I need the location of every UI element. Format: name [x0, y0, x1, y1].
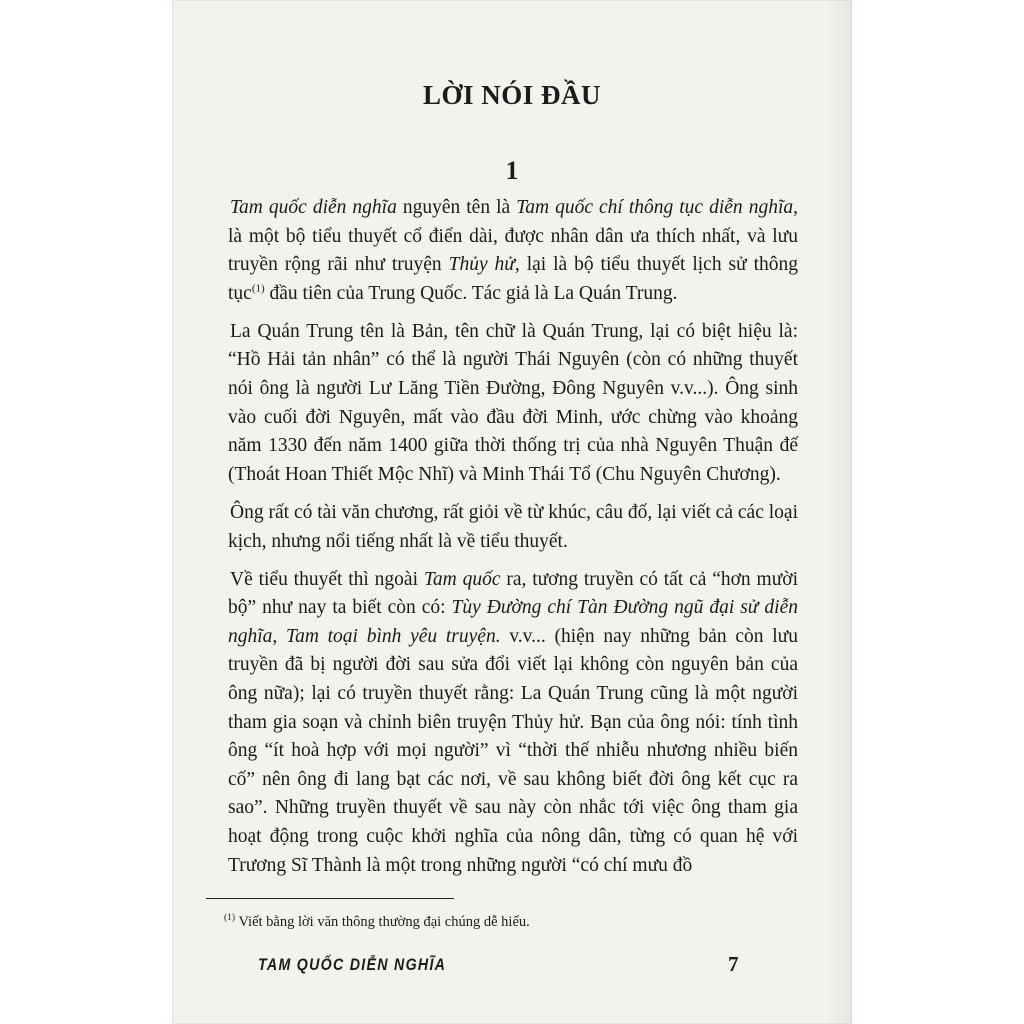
section-number: 1	[505, 156, 519, 185]
footnote-ref: (1)	[251, 282, 265, 295]
body-text	[228, 194, 798, 890]
italic-text: Tam quốc chí thông tục diễn nghĩa	[516, 197, 794, 218]
italic-text: Thủy hử	[448, 254, 515, 276]
footnote-marker: (1)	[224, 913, 236, 924]
text-run: Về tiểu thuyết thì ngoài	[230, 568, 424, 590]
page-number: 7	[728, 952, 739, 976]
paragraph	[228, 566, 798, 881]
paragraph	[228, 194, 798, 308]
text-run: nguyên tên là	[396, 197, 517, 218]
text-run: , lại là bộ tiểu thuyết lịch sử thông tục	[228, 254, 798, 304]
running-title: TAM QUỐC DIỄN NGHĨA	[258, 956, 447, 974]
footnote-text: Viết bằng lời văn thông thường đại chúng dễ hiểu.	[235, 914, 530, 930]
text-run: v.v... (hiện nay những bản còn lưu truyền đã bị người đời sau sửa đổi viết lại không còn nguyên bản của ông nữa); lại có truyền thuyết rằng: La Quán Trung cũng là một người tham gia soạn và chỉnh biên truyện Thủy hử. Bạn của ông nói: tính tình ông “ít hoà hợp với mọi người” vì “thời thế nhiễu nhương nhiều biến cố” nên ông đi lang bạt các nơi, về sau không biết đời ông kết cục ra sao”. Những truyền thuyết về sau này còn nhắc tới việc ông tham gia hoạt động trong cuộc khởi nghĩa của nông dân, từng có quan hệ với Trương Sĩ Thành là một trong những người “có chí mưu đồ	[228, 625, 799, 876]
italic-text: Tùy Đường chí Tàn Đường ngũ đại sử diễn nghĩa, Tam toại bình yêu truyện.	[228, 597, 798, 647]
footnote-divider	[206, 898, 454, 899]
text-run: ra, tương truyền có tất cả “hơn mười bộ” như nay ta biết còn có:	[228, 568, 798, 619]
footnote	[224, 914, 530, 931]
book-page	[172, 0, 852, 1024]
text-run: đầu tiên của Trung Quốc. Tác giả là La Quán Trung.	[264, 282, 678, 304]
text-run: La Quán Trung tên là Bản, tên chữ là Quán Trung, lại có biệt hiệu là: “Hồ Hải tản nhân” có thể là người Thái Nguyên (còn có những thuyết nói ông là người Lư Lăng Tiền Đường, Đông Nguyên v.v...). Ông sinh vào cuối đời Nguyên, mất vào đầu đời Minh, ước chừng vào khoảng năm 1330 đến năm 1400 giữa thời thống trị của nhà Nguyên Thuận đế (Thoát Hoan Thiết Mộc Nhĩ) và Minh Thái Tổ (Chu Nguyên Chương).	[228, 320, 798, 485]
chapter-title: LỜI NÓI ĐẦU	[422, 80, 602, 110]
italic-text: Tam quốc	[423, 568, 501, 590]
paragraph	[228, 318, 798, 490]
paragraph	[228, 499, 798, 556]
italic-text: Tam quốc diễn nghĩa	[230, 197, 397, 218]
text-run: , là một bộ tiểu thuyết cổ điển dài, được nhân dân ưa thích nhất, và lưu truyền rộng rãi như truyện	[228, 197, 798, 276]
text-run: Ông rất có tài văn chương, rất giỏi về từ khúc, câu đố, lại viết cả các loại kịch, nhưng nổi tiếng nhất là về tiểu thuyết.	[228, 501, 798, 552]
